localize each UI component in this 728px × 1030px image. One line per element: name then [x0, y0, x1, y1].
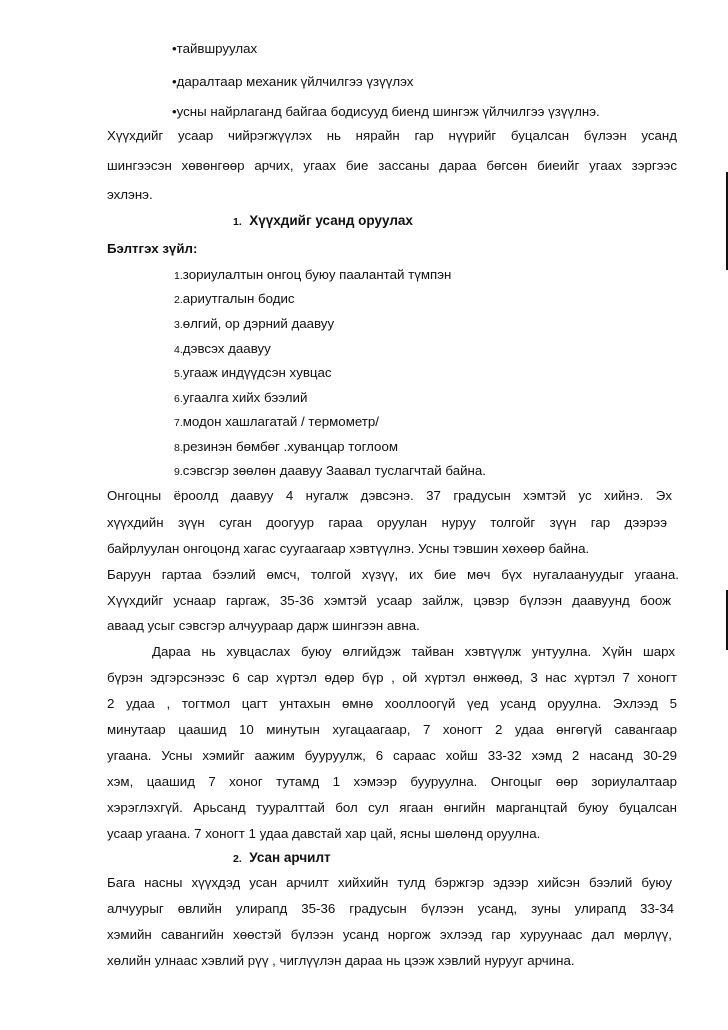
body-line: 2 удаа , тогтмол цагт унтахын өмнө хооллоогүй үед усанд оруулна. Эхлээд 5 — [107, 696, 677, 711]
list-item: 8.резинэн бөмбөг .хуванцар тоглоом — [174, 439, 398, 454]
list-item: 3.өлгий, ор дэрний даавуу — [174, 316, 335, 331]
body-line: аваад усыг сэвсгэр алчуураар дарж шингээн авна. — [107, 618, 420, 633]
section-title: Хүүхдийг усанд оруулах — [249, 213, 413, 228]
list-item: 1.зориулалтын онгоц буюу паалантай түмпэн — [174, 267, 452, 282]
list-item: 9.сэвсгэр зөөлөн даавуу Заавал туслагчтай байна. — [174, 463, 486, 478]
body-line: алчуурыг өвлийн улирапд 35-36 градусын бүлээн усанд, зуны улирапд 33-34 — [107, 901, 674, 916]
body-line: Хүүхдийг уснаар гаргаж, 35-36 хэмтэй усаар зайлж, цэвэр бүлээн даавуунд боож — [107, 593, 671, 608]
section-heading-1 — [233, 212, 413, 231]
body-line: байрлуулан онгоцонд хагас суугаагаар хэвтүүлнэ. Усны тэвшин хөхөөр байна. — [107, 541, 590, 556]
body-line: усаар угаана. 7 хоногт 1 удаа давстай хар цай, ясны шөлөнд оруулна. — [107, 826, 541, 841]
body-line: хэм, цаашид 7 хоног тутамд 1 хэмээр бууруулна. Онгоцыг өөр зориулалтаар — [107, 774, 677, 789]
bullet-line: •тайвшруулах — [172, 41, 258, 56]
bullet-line: •даралтаар механик үйлчилгээ үзүүлэх — [172, 74, 414, 89]
body-line: минутаар цаашид 10 минутын хугацаагаар, 7 хоногт 2 удаа өнгөгүй савангаар — [107, 722, 677, 737]
intro-line: шингээсэн хөвөнгөөр арчих, угаах бие зассаны дараа бөгсөн биеийг угаах зэргээс — [107, 158, 677, 173]
list-item: 4.дэвсэх даавуу — [174, 341, 271, 356]
bullet-line: •усны найрлаганд байгаа бодисууд биенд шингэж үйлчилгээ үзүүлнэ. — [172, 104, 600, 119]
body-line: хөлийн улнаас хэвлий рүү , чиглүүлэн дараа нь цээж хэвлий нурууг арчина. — [107, 953, 575, 968]
body-line: хэрэглэхгүй. Арьсанд тууралттай бол сул ягаан өнгийн марганцтай буюу буцалсан — [107, 800, 677, 815]
body-line: бүрэн эдгэрсэнээс 6 сар хүртэл өдөр бүр , ой хүртэл өнжөөд, 3 нас хүртэл 7 хоногт — [107, 670, 677, 685]
list-item: 5.угааж индүүдсэн хувцас — [174, 365, 332, 380]
body-line: Онгоцны ёроолд даавуу 4 нугалж дэвсэнэ. 37 градусын хэмтэй ус хийнэ. Эх — [107, 488, 672, 503]
section-title: Усан арчилт — [249, 850, 331, 865]
list-item: 2.ариутгалын бодис — [174, 291, 295, 306]
body-line: хүүхдийн зүүн суган доогуур гараа оруулан нуруу толгойг зүүн гар дээрээ — [107, 515, 667, 530]
body-line: Баруун гартаа бээлий өмсч, толгой хүзүү, их бие мөч бүх нугалаануудыг угаана. — [107, 567, 679, 582]
prep-label: Бэлтгэх зүйл: — [107, 241, 198, 256]
intro-line: Хүүхдийг усаар чийрэгжүүлэх нь нярайн гар нүүрийг буцалсан бүлээн усанд — [107, 128, 677, 143]
section-number: 2. — [233, 853, 242, 865]
body-line: угаана. Усны хэмийг аажим бууруулж, 6 сараас хойш 33-32 хэмд 2 насанд 30-29 — [107, 748, 677, 763]
body-line: хэмийн савангийн хөөстэй бүлээн усанд норгож эхлээд гар хуруунаас дал мөрлүү, — [107, 927, 672, 942]
list-item: 6.угаалга хийх бээлий — [174, 390, 308, 405]
body-line: Бага насны хүүхдэд усан арчилт хийхийн тулд бэржгэр эдээр хийсэн бээлий буюу — [107, 875, 672, 890]
list-item: 7.модон хашлагатай / термометр/ — [174, 414, 379, 429]
intro-line: эхлэнэ. — [107, 187, 153, 202]
body-line: Дараа нь хувцаслах буюу өлгийдэж тайван хэвтүүлж унтуулна. Хүйн шарх — [152, 644, 675, 659]
section-number: 1. — [233, 216, 242, 228]
section-heading-2 — [233, 849, 331, 868]
